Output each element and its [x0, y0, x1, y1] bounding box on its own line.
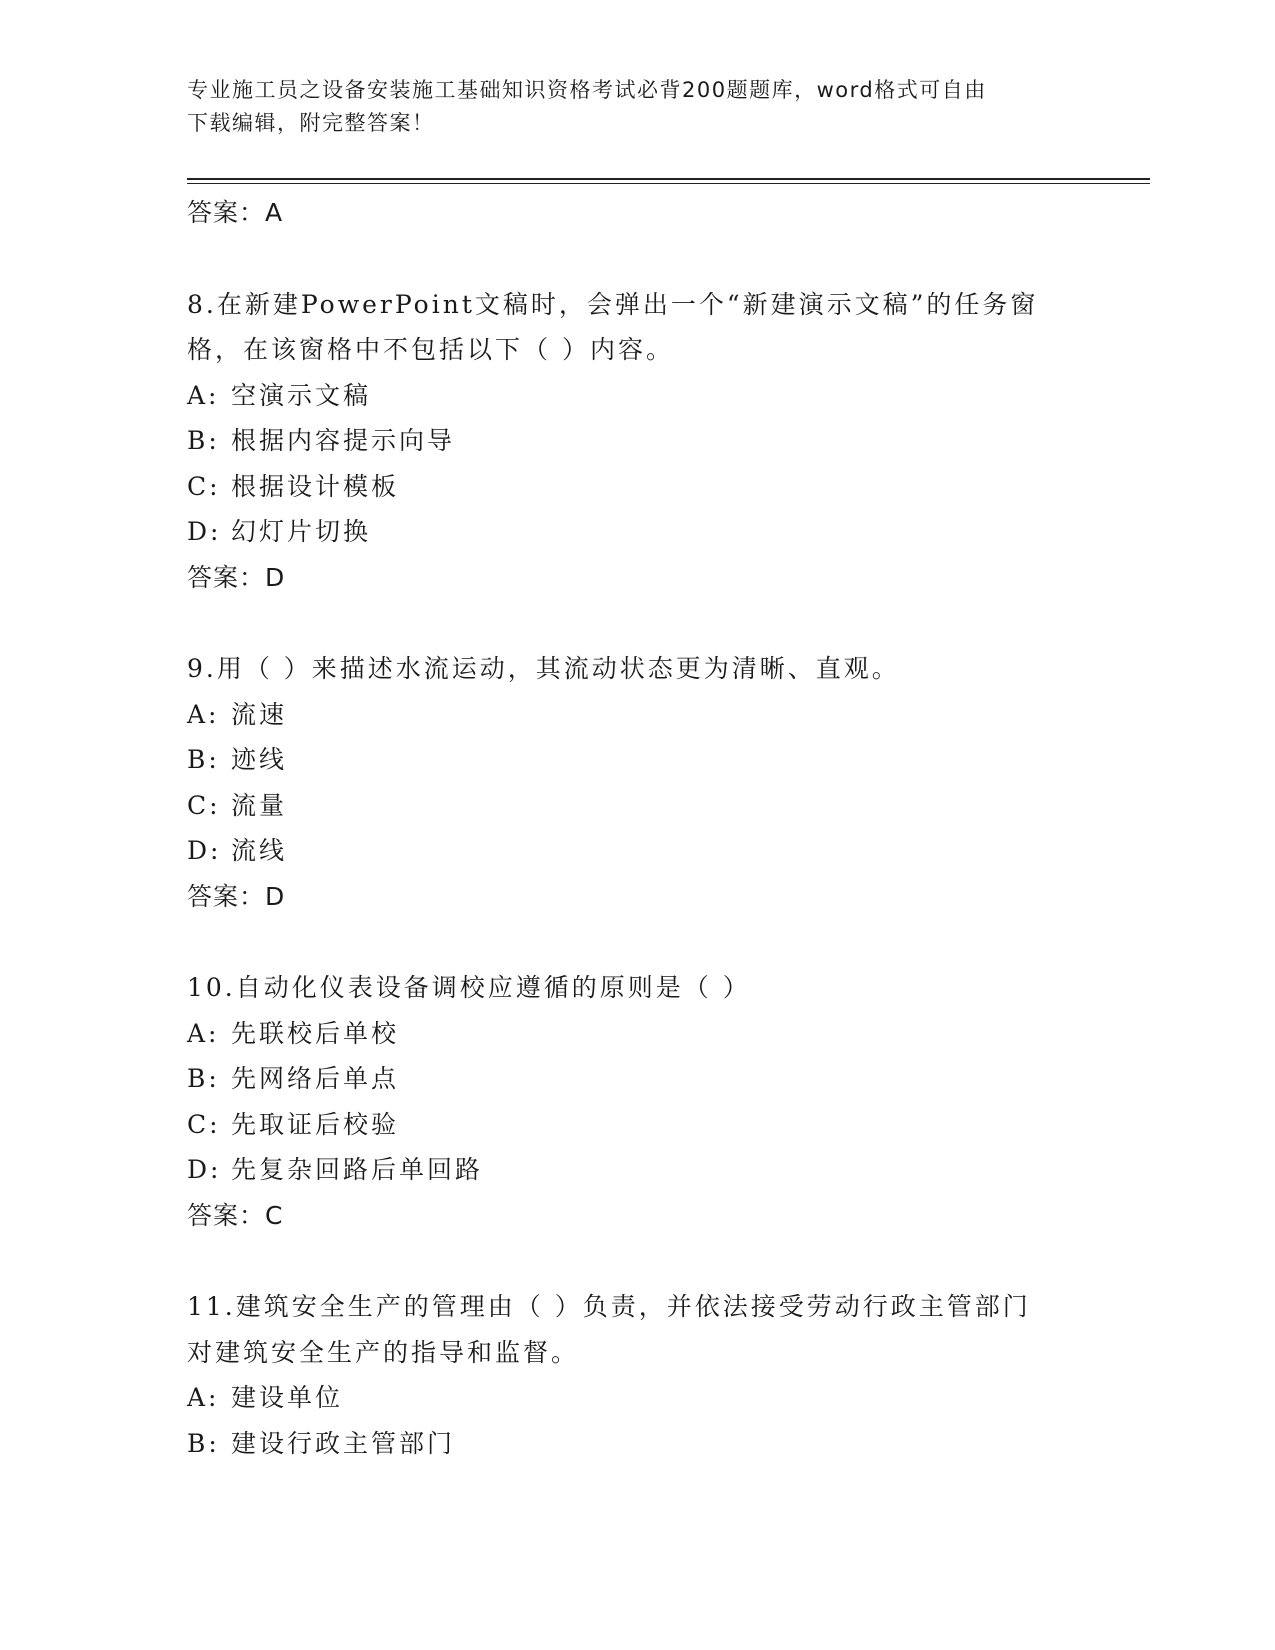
- spacer: [187, 600, 1087, 646]
- option-a: [187, 1011, 1087, 1057]
- header-divider-thick: [187, 178, 1150, 180]
- option-text: 迹线: [231, 745, 288, 774]
- question-stem-line: 9.用（ ）来描述水流运动，其流动状态更为清晰、直观。: [187, 654, 900, 683]
- option-c: [187, 464, 1087, 510]
- document-body: [187, 190, 1087, 1466]
- option-c: [187, 783, 1087, 829]
- option-letter: A:: [187, 1018, 220, 1048]
- header-line-2: 下载编辑，附完整答案！: [187, 111, 435, 135]
- option-letter: D:: [187, 1155, 222, 1184]
- option-d: [187, 509, 1087, 555]
- header-divider-thin: [187, 183, 1150, 184]
- option-letter: D:: [187, 836, 222, 865]
- option-text: 空演示文稿: [231, 380, 372, 410]
- answer-line: 答案：D: [187, 881, 286, 911]
- header-line-1: 专业施工员之设备安装施工基础知识资格考试必背200题题库，word格式可自由: [187, 78, 987, 102]
- answer-line: 答案：C: [187, 1200, 284, 1230]
- question-11: [187, 1284, 1087, 1466]
- option-letter: A:: [187, 699, 220, 729]
- option-text: 先复杂回路后单回路: [231, 1155, 484, 1184]
- question-stem-line: 11.建筑安全生产的管理由（ ）负责，并依法接受劳动行政主管部门: [187, 1292, 1031, 1321]
- option-letter: B:: [187, 1428, 220, 1458]
- spacer: [187, 236, 1087, 282]
- option-d: [187, 1147, 1087, 1193]
- document-header: [187, 74, 1067, 140]
- option-letter: C:: [187, 1109, 221, 1139]
- option-letter: C:: [187, 471, 221, 501]
- spacer: [187, 1238, 1087, 1284]
- option-text: 流量: [231, 790, 288, 820]
- option-text: 流线: [231, 836, 288, 865]
- option-text: 建设行政主管部门: [231, 1428, 456, 1458]
- previous-answer: 答案：A: [187, 198, 284, 227]
- question-stem-line: 8.在新建PowerPoint文稿时，会弹出一个“新建演示文稿”的任务窗: [187, 289, 1039, 319]
- option-text: 先联校后单校: [231, 1018, 400, 1048]
- question-stem-line: 格，在该窗格中不包括以下（ ）内容。: [187, 335, 674, 364]
- option-a: [187, 1375, 1087, 1421]
- option-text: 根据内容提示向导: [231, 426, 456, 455]
- option-a: [187, 692, 1087, 738]
- answer-line: 答案：D: [187, 562, 286, 592]
- spacer: [187, 919, 1087, 965]
- option-b: [187, 418, 1087, 464]
- option-text: 建设单位: [231, 1383, 344, 1412]
- option-b: [187, 1421, 1087, 1467]
- option-text: 幻灯片切换: [231, 517, 372, 546]
- option-a: [187, 373, 1087, 419]
- option-letter: C:: [187, 790, 221, 820]
- option-letter: B:: [187, 1064, 220, 1093]
- question-stem-line: 10.自动化仪表设备调校应遵循的原则是（ ）: [187, 973, 751, 1002]
- question-9: [187, 646, 1087, 919]
- option-text: 流速: [231, 699, 288, 729]
- option-text: 先取证后校验: [231, 1109, 400, 1139]
- option-d: [187, 828, 1087, 874]
- question-8: [187, 282, 1087, 601]
- option-text: 根据设计模板: [231, 471, 400, 501]
- option-letter: D:: [187, 517, 222, 546]
- option-text: 先网络后单点: [231, 1064, 400, 1093]
- option-b: [187, 737, 1087, 783]
- question-10: [187, 965, 1087, 1238]
- option-letter: B:: [187, 745, 220, 774]
- option-letter: A:: [187, 1383, 220, 1412]
- question-stem-line: 对建筑安全生产的指导和监督。: [187, 1337, 580, 1367]
- option-letter: A:: [187, 380, 220, 410]
- option-c: [187, 1102, 1087, 1148]
- option-letter: B:: [187, 426, 220, 455]
- option-b: [187, 1056, 1087, 1102]
